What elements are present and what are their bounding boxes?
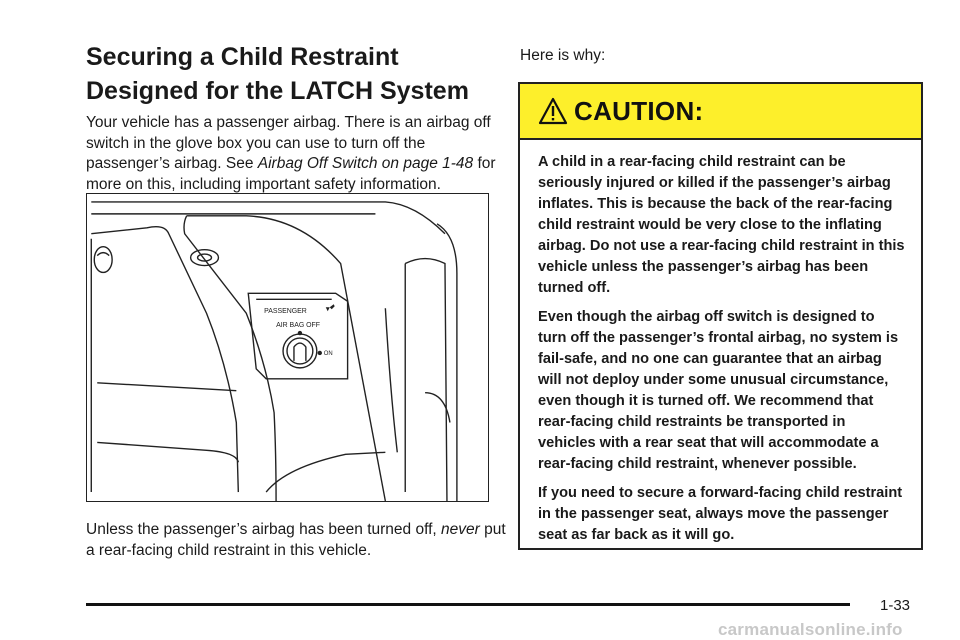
airbag-off-label: AIR BAG OFF [276, 322, 321, 330]
warning-paragraph [86, 520, 506, 561]
warning-triangle-icon [538, 97, 568, 125]
section-heading: Securing a Child Restraint Designed for the LATCH System [86, 43, 469, 105]
caution-box [518, 82, 923, 550]
passenger-label: PASSENGER [264, 308, 307, 316]
cross-reference-link: Airbag Off Switch on page 1-48 [257, 155, 474, 172]
caution-paragraph: A child in a rear-facing child restraint can be seriously injured or killed if the passenger’s airbag inflates. This is because the back of the rear-facing child restraint would be very close to the inflating airbag. Do not use a rear-facing child restraint in this vehicle unless the passenger’s airbag has been turned off. [538, 154, 905, 296]
intro-text: Your vehicle has a passenger airbag. There is an airbag off switch in the glove box you can use to turn off the passenger’s airbag. See [86, 114, 491, 172]
watermark-text: carmanualsonline.info [718, 620, 903, 639]
caution-paragraph: If you need to secure a forward-facing child restraint in the passenger seat, always move the passenger seat as far back as it will go. [538, 485, 903, 543]
caution-body [520, 140, 921, 546]
glove-box-drawing [87, 194, 488, 501]
caution-paragraph: Even though the airbag off switch is designed to turn off the passenger’s frontal airbag, no system is fail-safe, and no one can guarantee that an airbag will not deploy under some unusual circumstance, even though it is turned off. We recommend that rear-facing child restraints be transported in vehicles with a rear seat that will accommodate a rear-facing child restraint, whenever possible. [538, 309, 899, 472]
warning-text-end: put a rear-facing child restraint in this vehicle. [86, 521, 506, 559]
on-label: ON [323, 350, 333, 357]
intro-text-end: for more on this, including important safety information. [86, 155, 496, 193]
warning-emphasis: never [441, 521, 480, 538]
caution-title: CAUTION: [574, 95, 704, 126]
caution-header [520, 84, 921, 140]
intro-paragraph [86, 113, 506, 195]
footer-rule [86, 603, 850, 606]
lead-in-text: Here is why: [520, 47, 606, 64]
warning-text: Unless the passenger’s airbag has been turned off, [86, 521, 442, 538]
airbag-switch-illustration [86, 193, 489, 502]
page-number: 1-33 [880, 597, 911, 614]
